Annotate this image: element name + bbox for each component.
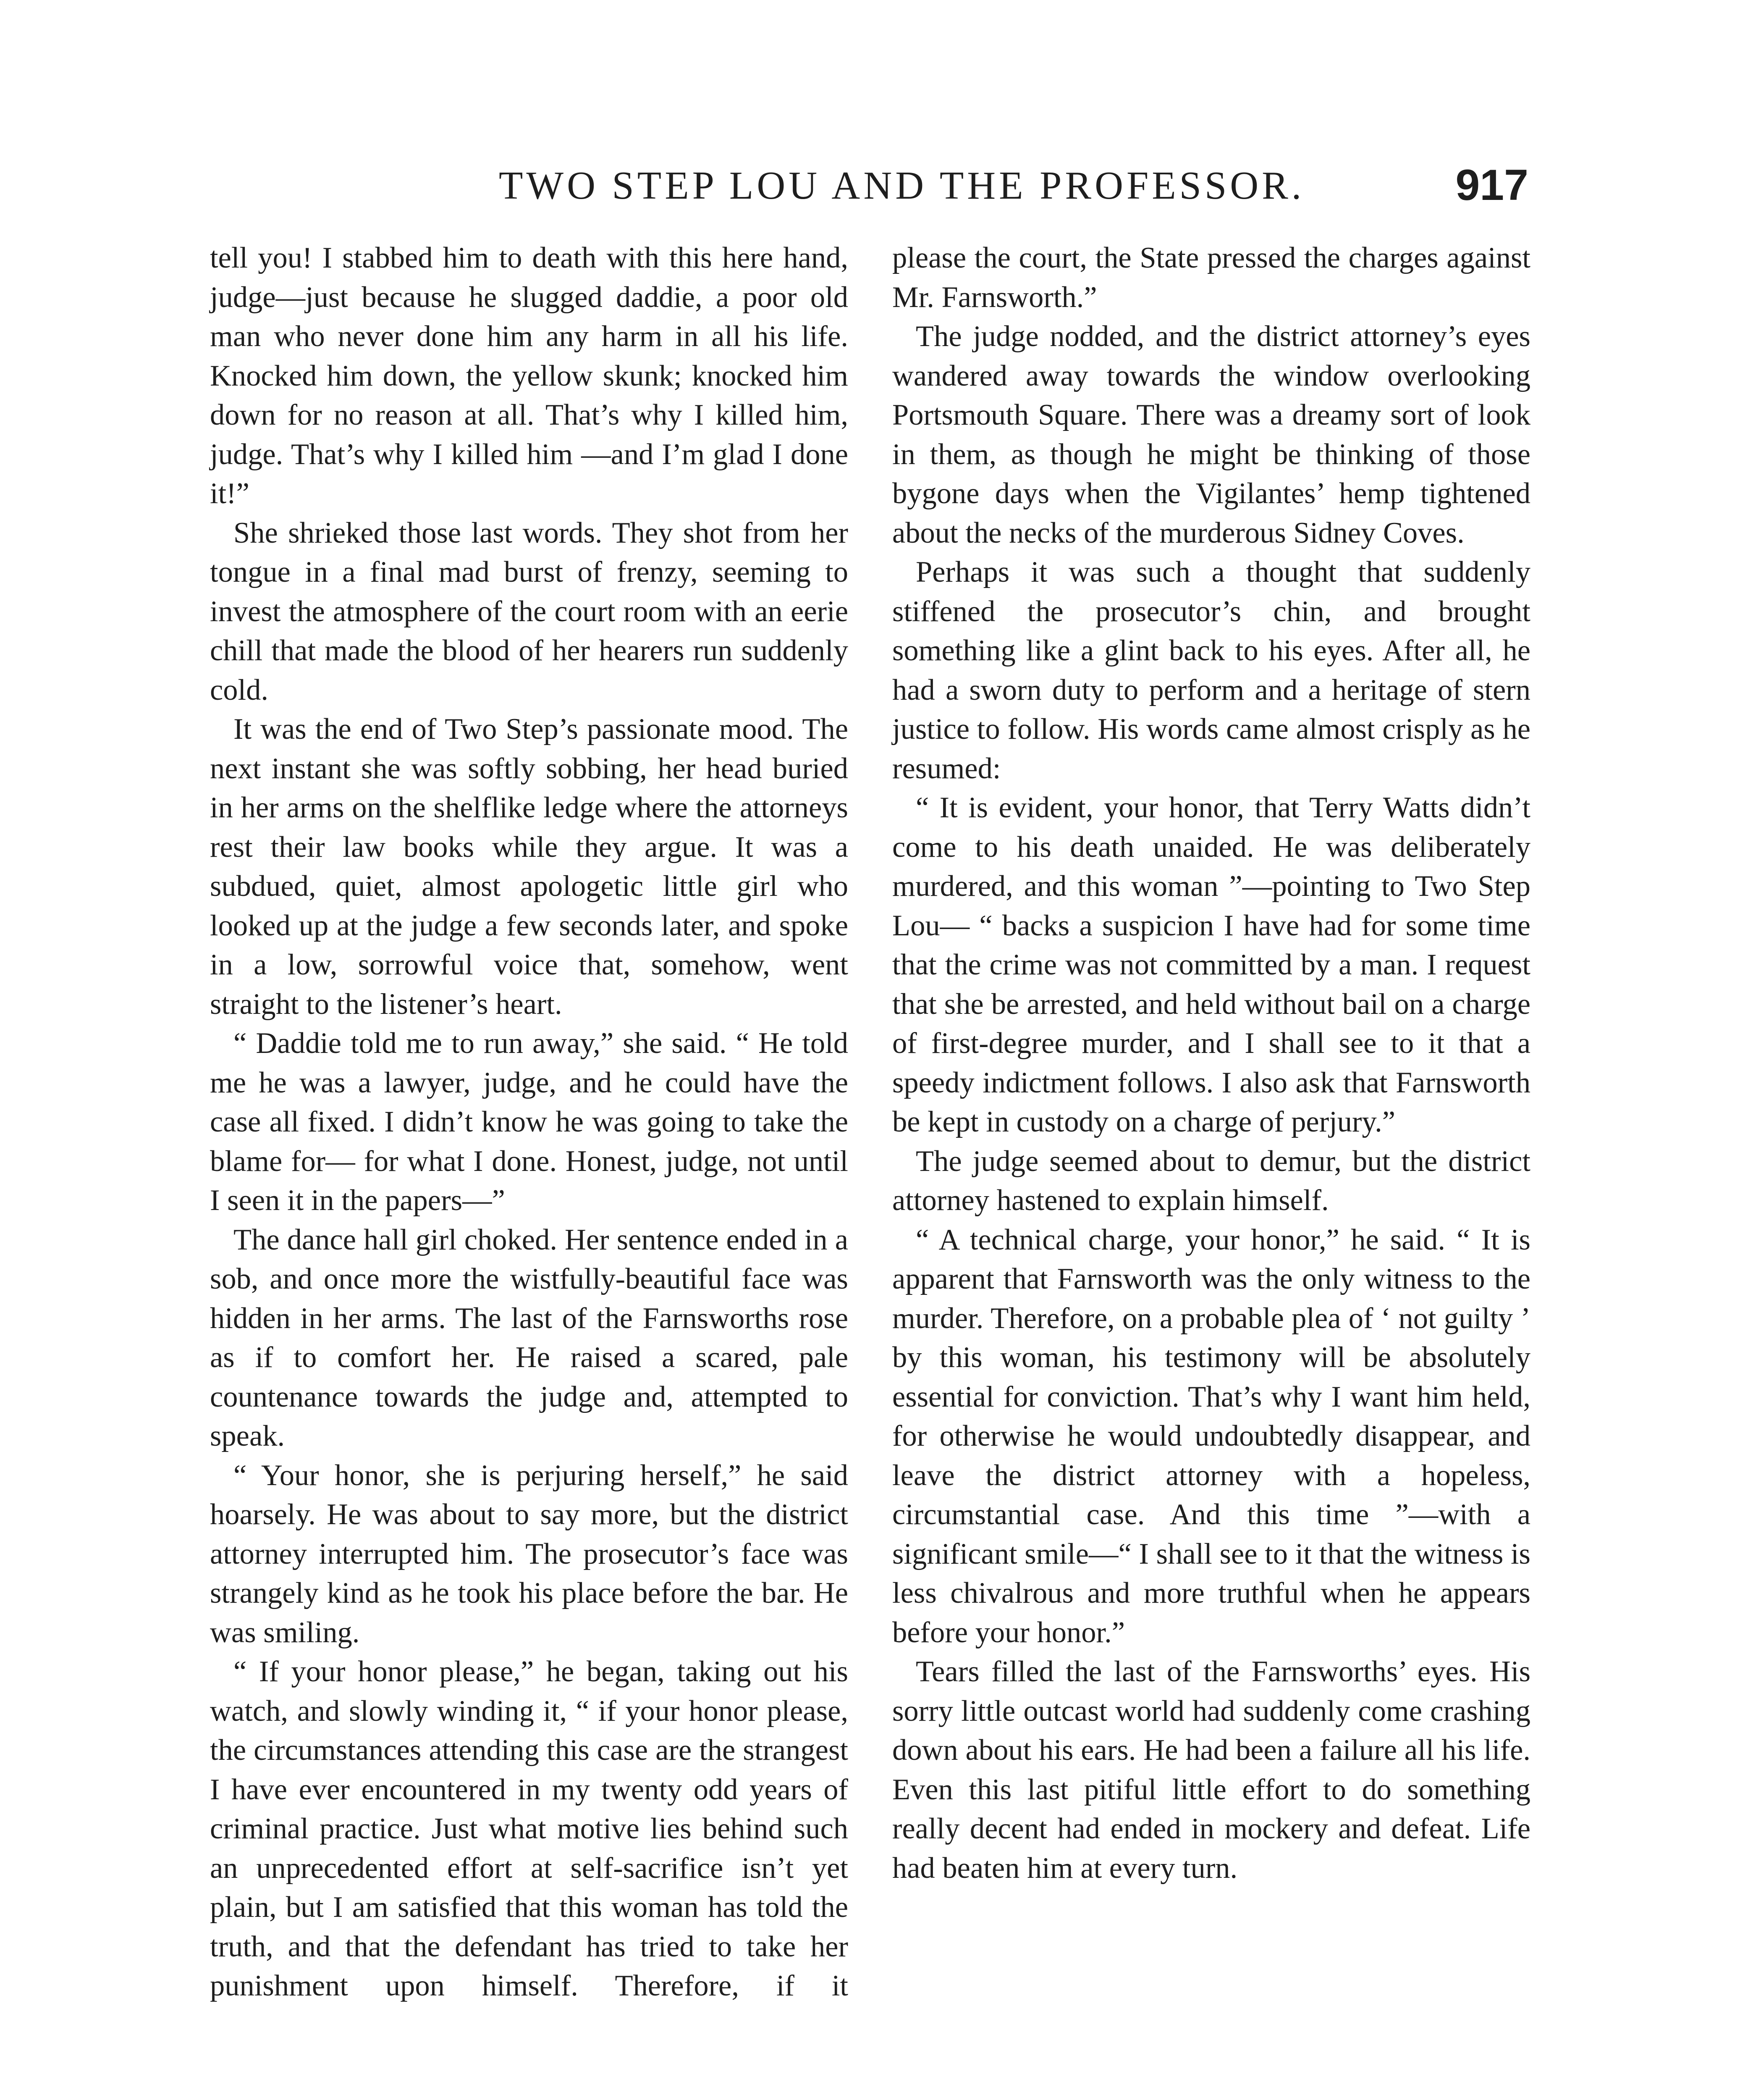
- paragraph: please the court, the State pressed the charges against Mr. Farnsworth.”: [892, 242, 1530, 314]
- left-column: [210, 239, 848, 2006]
- paragraph: “ It is evident, your honor, that Terry Watts didn’t come to his death unaided. He was deliberately murdered, and this woman ”—pointing to Two Step Lou— “ backs a suspicion I have had for some time that the crime was not committed by a man. I request that she be arrested, and held without bail on a charge of first-degree murder, and I shall see to it that a speedy indictment follows. I also ask that Farnsworth be kept in custody on a charge of perjury.”: [892, 791, 1530, 1138]
- paragraph: Perhaps it was such a thought that suddenly stiffened the prosecutor’s chin, and brought something like a glint back to his eyes. After all, he had a sworn duty to perform and a heritage of stern justice to follow. His words came almost crisply as he resumed:: [892, 556, 1530, 785]
- paragraph: “ Your honor, she is perjuring herself,” he said hoarsely. He was about to say more, but the district attorney interrupted him. The prosecutor’s face was strangely kind as he took his place before the bar. He was smiling.: [210, 1459, 848, 1649]
- running-title: TWO STEP LOU AND THE PROFESSOR.: [499, 164, 1305, 207]
- paragraph: The dance hall girl choked. Her sentence ended in a sob, and once more the wistfully-beautiful face was hidden in her arms. The last of the Farnsworths rose as if to comfort her. He raised a scared, pale countenance towards the judge and, attempted to speak.: [210, 1223, 848, 1452]
- paragraph: “ A technical charge, your honor,” he said. “ It is apparent that Farnsworth was the only witness to the murder. Therefore, on a probable plea of ‘ not guilty ’ by this woman, his testimony will be absolutely essential for conviction. That’s why I want him held, for otherwise he would undoubtedly disappear, and leave the district attorney with a hopeless, circumstantial case. And this time ”—with a significant smile—“ I shall see to it that the witness is less chivalrous and more truthful when he appears before your honor.”: [892, 1223, 1530, 1649]
- paragraph: It was the end of Two Step’s passionate mood. The next instant she was softly sobbing, her head buried in her arms on the shelflike ledge where the attorneys rest their law books while they argue. It was a subdued, quiet, almost apologetic little girl who looked up at the judge a few seconds later, and spoke in a low, sorrowful voice that, somehow, went straight to the listener’s heart.: [210, 713, 848, 1021]
- paragraph: “ Daddie told me to run away,” she said. “ He told me he was a lawyer, judge, and he could have the case all fixed. I didn’t know he was going to take the blame for— for what I done. Honest, judge, not until I seen it in the papers—”: [210, 1027, 848, 1217]
- paragraph: The judge seemed about to demur, but the district attorney hastened to explain himself.: [892, 1144, 1530, 1217]
- paragraph: She shrieked those last words. They shot from her tongue in a final mad burst of frenzy, seeming to invest the atmosphere of the court room with an eerie chill that made the blood of her hearers run suddenly cold.: [210, 516, 848, 706]
- right-column: [892, 239, 1530, 1888]
- page-number: 917: [1455, 161, 1528, 210]
- page-header: [210, 163, 1528, 209]
- paragraph: Tears filled the last of the Farnsworths’ eyes. His sorry little outcast world had suddenly come crashing down about his ears. He had been a failure all his life. Even this last pitiful little effort to do something really decent had ended in mockery and defeat. Life had beaten him at every turn.: [892, 1655, 1530, 1885]
- paragraph: tell you! I stabbed him to death with this here hand, judge—just because he slugged daddie, a poor old man who never done him any harm in all his life. Knocked him down, the yellow skunk; knocked him down for no reason at all. That’s why I killed him, judge. That’s why I killed him —and I’m glad I done it!”: [210, 242, 848, 510]
- paragraph: The judge nodded, and the district attorney’s eyes wandered away towards the window overlooking Portsmouth Square. There was a dreamy sort of look in them, as though he might be thinking of those bygone days when the Vigilantes’ hemp tightened about the necks of the murderous Sidney Coves.: [892, 320, 1530, 549]
- paragraph: “ If your honor please,” he began, taking out his watch, and slowly winding it, “ if your honor please, the circumstances attending this case are the strangest I have ever encountered in my twenty odd years of criminal practice. Just what motive lies behind such an unprecedented effort at self-sacrifice isn’t yet plain, but I am satisfied that this woman has told the truth, and that the defendant has tried to take her punishment upon himself. Therefore, if it: [210, 1655, 848, 2002]
